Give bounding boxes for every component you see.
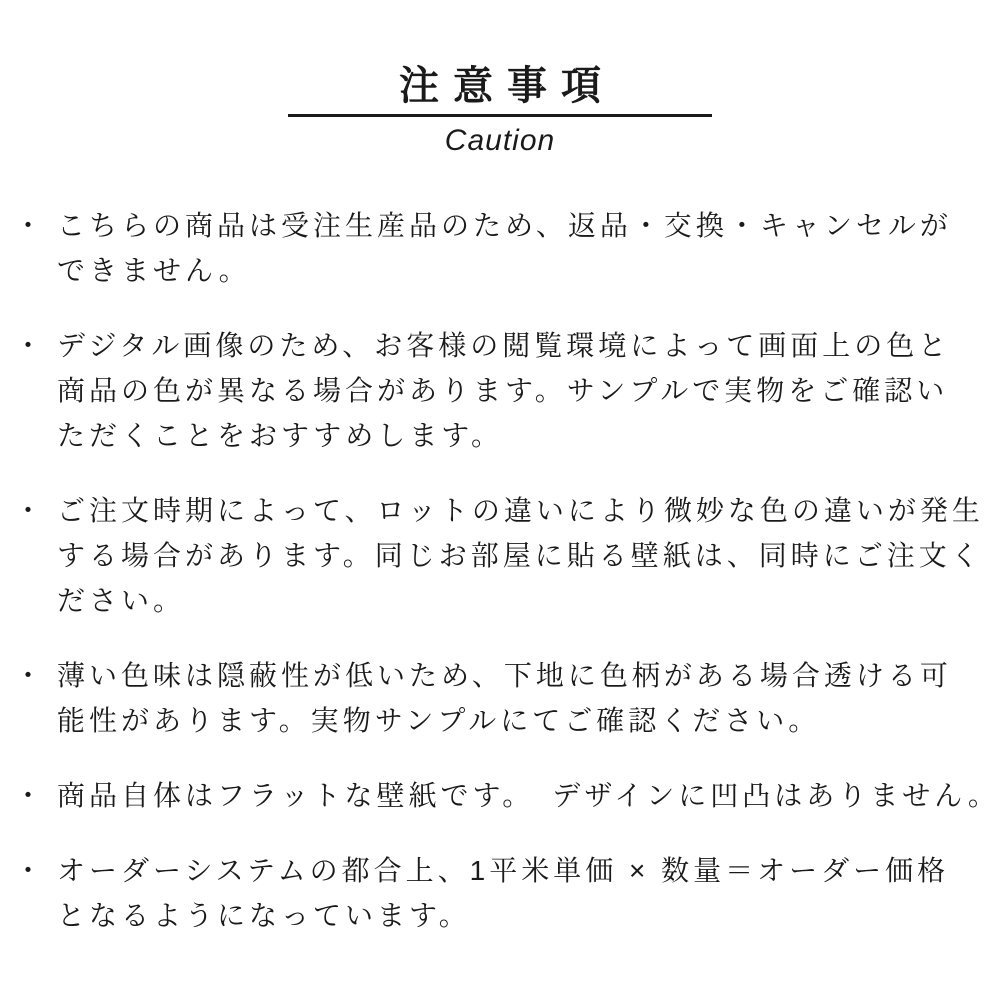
item-line: 能性があります。実物サンプルにてご確認ください。 [57,705,821,736]
bullet-icon: ・ [14,210,43,241]
item-line: デジタル画像のため、お客様の閲覧環境によって画面上の色と [57,330,951,361]
list-item [14,773,1000,818]
list-item [14,488,990,623]
bullet-icon: ・ [14,855,43,886]
title-underline [288,114,712,117]
item-line: オーダーシステムの都合上、1平米単価 × 数量＝オーダー価格 [57,855,950,886]
list-item [14,323,990,458]
bullet-icon: ・ [14,660,43,691]
page-title: 注意事項 [399,64,615,108]
caution-list [0,203,1000,938]
list-item [14,203,990,293]
bullet-icon: ・ [14,780,43,811]
item-lines [57,773,1000,818]
item-lines [57,653,990,743]
item-line: ださい。 [57,585,186,616]
page-header [0,0,1000,159]
item-lines [57,848,990,938]
item-line: となるようになっています。 [57,900,471,931]
page-subtitle: Caution [444,124,556,157]
item-line: 薄い色味は隠蔽性が低いため、下地に色柄がある場合透ける可 [57,660,952,691]
item-line: する場合があります。同じお部屋に貼る壁紙は、同時にご注文く [57,540,983,571]
item-line: 商品自体はフラットな壁紙です。 デザインに凹凸はありません。 [57,780,1000,811]
item-lines [57,323,990,458]
list-item [14,653,990,743]
list-item [14,848,990,938]
item-line: できません。 [57,255,251,286]
item-lines [57,488,990,623]
bullet-icon: ・ [14,330,43,361]
bullet-icon: ・ [14,495,43,526]
item-line: こちらの商品は受注生産品のため、返品・交換・キャンセルが [57,210,952,241]
item-lines [57,203,990,293]
item-line: ご注文時期によって、ロットの違いにより微妙な色の違いが発生 [57,495,984,526]
item-line: 商品の色が異なる場合があります。サンプルで実物をご確認い [57,375,949,406]
item-line: ただくことをおすすめします。 [57,420,504,451]
